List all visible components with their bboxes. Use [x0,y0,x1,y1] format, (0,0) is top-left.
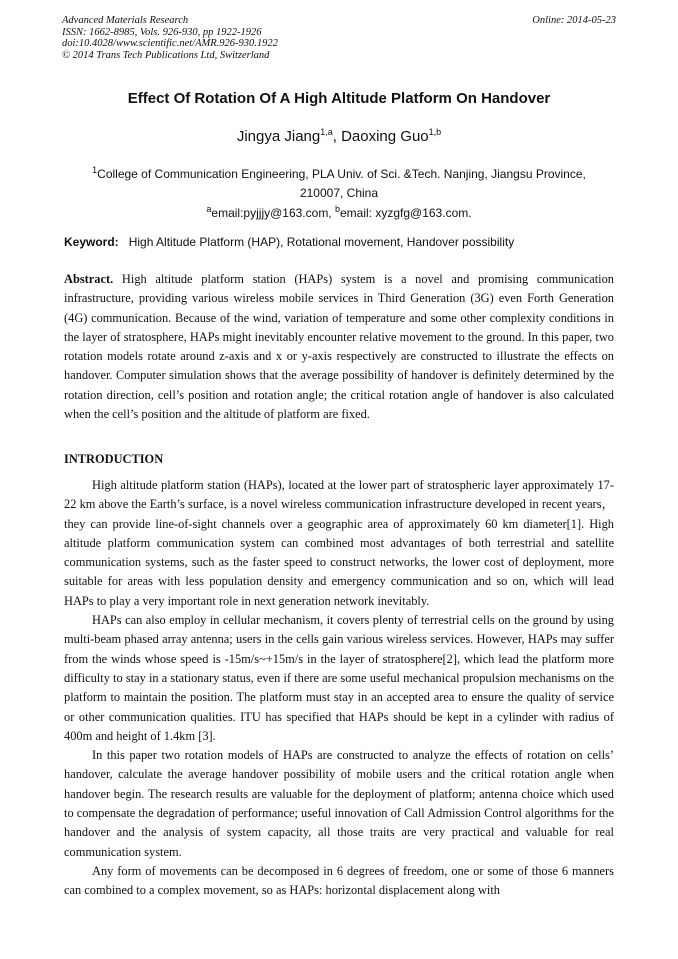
email-a[interactable]: email:pyjjjy@163.com, [211,206,335,220]
keyword-text: High Altitude Platform (HAP), Rotational movement, Handover possibility [128,235,515,249]
section-heading-introduction: INTRODUCTION [64,452,164,466]
affiliation [70,165,608,202]
email-line [0,206,678,220]
intro-paragraph-1: High altitude platform station (HAPs), located at the lower part of stratospheric layer approximately 17-22 km above the Earth’s surface, is a novel wireless communication infrastructure developed in recent years，they can provide line-of-sight channels over a geographic area of approximately 60 km diameter[1]. High altitude platform communication system can combined most advantages of both terrestrial and satellite communication systems, such as the faster speed to construct networks, the lower cost of deployment, more suitable for areas with less population density and emergency communication and so on, which will lead HAPs to play a very important role in next generation network inevitably. [64,478,614,608]
intro-paragraph-4: Any form of movements can be decomposed in 6 degrees of freedom, one or some of those 6 manners can combined to a complex movement, so as HAPs: horizontal displacement along with [64,863,614,898]
author-1-affil-mark: 1,a [320,127,333,137]
copyright-line: © 2014 Trans Tech Publications Ltd, Switzerland [62,49,270,61]
abstract-text: High altitude platform station (HAPs) system is a novel and promising communication infrastructure, providing various wireless mobile services in Third Generation (3G) even Forth Generation (4G) communication. Because of the wind, variation of temperature and some other complexity conditions in the layer of stratosphere, HAPs might inevitably encounter relative movement to the ground. In this paper, two rotation models rotate around z-axis and x or y-axis respectively are constructed to illustrate the effects on handover. Computer simulation shows that the average possibility of handover is definitely determined by the rotation direction, cell’s position and rotation angle; the critical rotation angle of handover is also calculated when the cell’s position and the altitude of platform are fixed. [64,272,614,422]
email-b[interactable]: email: xyzgfg@163.com. [340,206,472,220]
affiliation-text: College of Communication Engineering, PLA Univ. of Sci. &Tech. Nanjing, Jiangsu Province, 210007, China [97,167,586,200]
author-1-name: Jingya Jiang [236,128,321,145]
author-separator: , [332,128,342,145]
author-2-affil-mark: 1,b [428,127,442,137]
keyword-line [64,235,514,249]
online-date: Online: 2014-05-23 [532,15,616,26]
abstract-label: Abstract. [64,272,114,286]
email-b-mark: b [334,204,340,214]
email-a-mark: a [206,204,212,214]
author-2-name: Daoxing Guo [341,128,429,145]
intro-paragraph-2: HAPs can also employ in cellular mechanism, it covers plenty of terrestrial cells on the ground by using multi-beam phased array antenna; users in the cells gain various wireless services. However, HAPs may suffer from the winds whose speed is -15m/s~+15m/s in the layer of stratosphere[2], which lead the platform more difficulty to stay in a stationary status, even if there are some useful mechanical propulsion mechanisms on the platform to maintain the position. The platform must stay in an accepted area to ensure the quality of service or other communication qualities. ITU has specified that HAPs should be kept in a cylinder with radius of 400m and height of 1.4km [3]. [64,613,614,743]
journal-name: Advanced Materials Research [62,15,189,26]
affiliation-mark: 1 [92,165,98,175]
issn-line: ISSN: 1662-8985, Vols. 926-930, pp 1922-1926 [62,26,262,38]
author-line [0,128,678,145]
abstract [64,270,614,424]
doi-link[interactable]: doi:10.4028/www.scientific.net/AMR.926-930.1922 [62,38,278,50]
keyword-label: Keyword: [64,235,119,249]
intro-paragraph-3: In this paper two rotation models of HAPs are constructed to analyze the effects of rotation on cells’ handover, calculate the average handover possibility of mobile users and the critical rotation angle when handover begin. The research results are valuable for the deployment of platform; antenna choice which used to compensate the degradation of performance; useful innovation of Call Admission Control algorithms for the handover and the analysis of system capacity, all those traits are very practical and valuable for real communication system. [64,748,614,859]
introduction-body [64,476,614,901]
paper-title: Effect Of Rotation Of A High Altitude Platform On Handover [127,90,551,107]
journal-header [62,15,278,61]
